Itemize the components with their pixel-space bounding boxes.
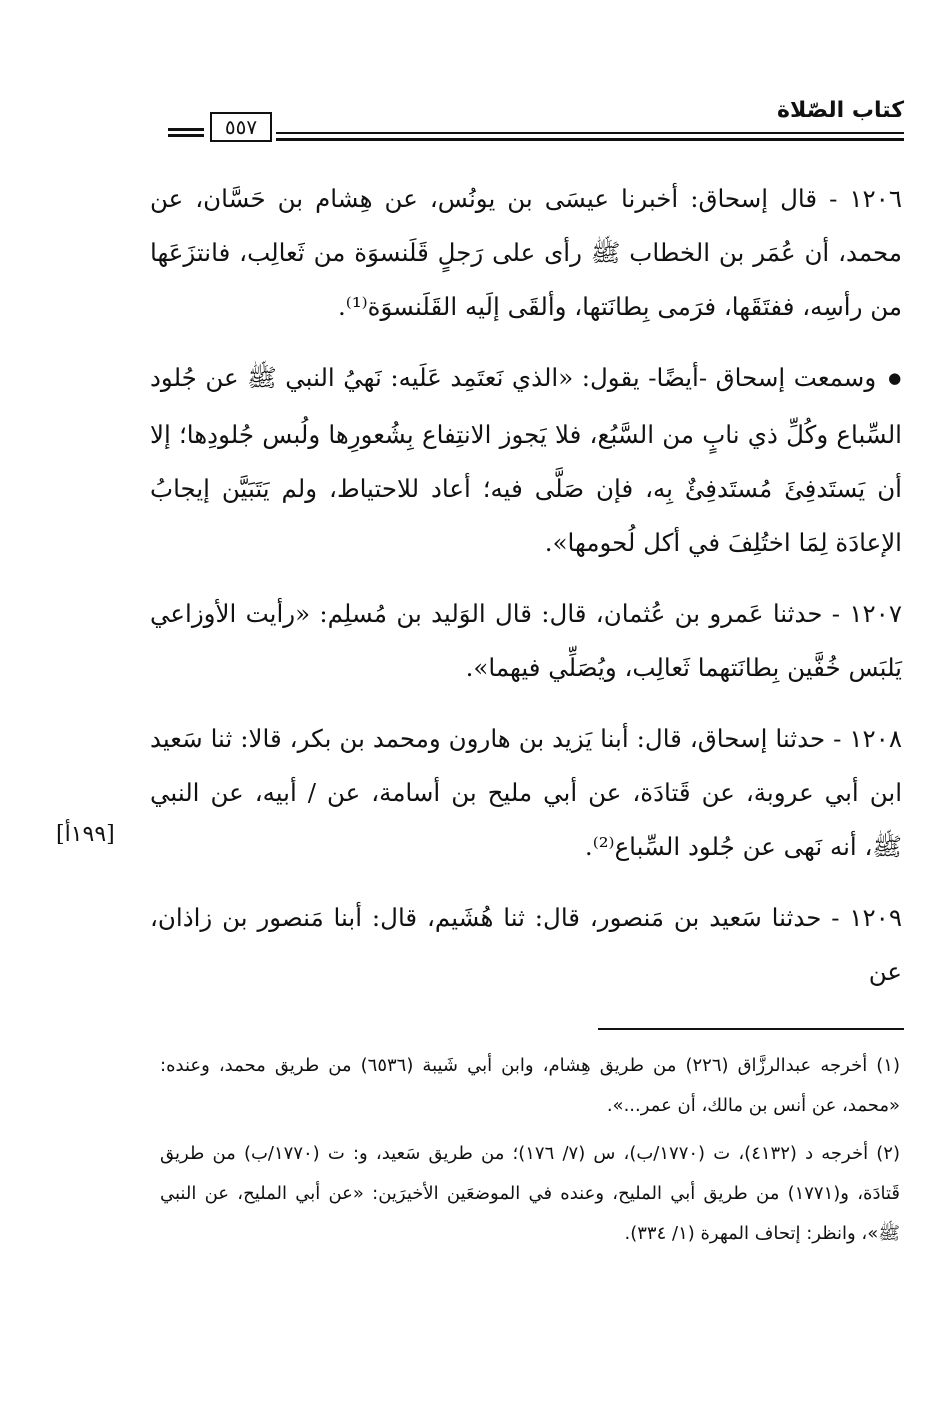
footnotes	[160, 1046, 900, 1262]
hadith-1209: ١٢٠٩ - حدثنا سَعيد بن مَنصور، قال: ثنا هُشَيم، قال: أبنا مَنصور بن زاذان، عن	[150, 903, 902, 986]
header-rule-left-2	[168, 134, 204, 137]
ishaq-statement: ● وسمعت إسحاق -أيضًا- يقول: «الذي نَعتَمِد عَلَيه: نَهيُ النبي ﷺ عن جُلود السِّباع وكُلِّ ذي نابٍ من السَّبُع، فلا يَجوز الانتِفاع بِشُعورِها ولُبس جُلودِها؛ إلا أن يَستَدفِئَ مُستَدفِئٌ بِه، فإن صَلَّى فيه؛ أعاد للاحتياط، ولم يَتَبَيَّن إيجابُ الإعادَة لِمَا اختُلِفَ في أكل لُحومها».	[150, 351, 902, 570]
header-rule-thick	[276, 138, 904, 141]
running-title: كتاب الصّلاة	[777, 98, 904, 123]
header-rule-left	[168, 128, 204, 131]
hadith-1207: ١٢٠٧ - حدثنا عَمرو بن عُثمان، قال: قال الوَليد بن مُسلِم: «رأيت الأوزاعي يَلبَس خُفَّين بِطانَتهما ثَعالِب، ويُصَلِّي فيهما».	[150, 599, 902, 682]
manuscript-folio-note: [١٩٩أ]	[56, 822, 115, 847]
main-text	[150, 172, 902, 1016]
hadith-1208: ١٢٠٨ - حدثنا إسحاق، قال: أبنا يَزيد بن هارون ومحمد بن بكر، قالا: ثنا سَعيد ابن أبي عروبة، عن قَتادَة، عن أبي مليح بن أسامة، عن / أبيه، عن النبي ﷺ، أنه نَهى عن جُلود السِّباع⁽²⁾.	[150, 724, 902, 861]
footnote-2: (٢) أخرجه د (٤١٣٢)، ت (١٧٧٠/ب)، س (٧/ ١٧٦)؛ من طريق سَعيد، و: ت (١٧٧٠/ب) من طريق قَتادَة، و(١٧٧١) من طريق أبي المليح، وعنده في الموضعَين الأخيرَين: «عن أبي المليح، عن النبي ﷺ»، وانظر: إتحاف المهرة (١/ ٣٣٤).	[160, 1143, 900, 1244]
hadith-1206: ١٢٠٦ - قال إسحاق: أخبرنا عيسَى بن يونُس، عن هِشام بن حَسَّان، عن محمد، أن عُمَر بن الخطاب ﷺ رأى على رَجلٍ قَلَنسوَة من ثَعالِب، فانتزَعَها من رأسِه، ففتَقَها، فرَمى بِطانَتها، وألقَى إلَيه القَلَنسوَة⁽¹⁾.	[150, 184, 902, 321]
page-header	[168, 88, 904, 150]
footnote-1: (١) أخرجه عبدالرزَّاق (٢٢٦) من طريق هِشام، وابن أبي شَيبة (٦٥٣٦) من طريق محمد، وعنده: «محمد، عن أنس بن مالك، أن عمر...».	[160, 1055, 900, 1116]
footnote-separator	[598, 1028, 904, 1030]
page-number: ٥٥٧	[210, 112, 272, 142]
